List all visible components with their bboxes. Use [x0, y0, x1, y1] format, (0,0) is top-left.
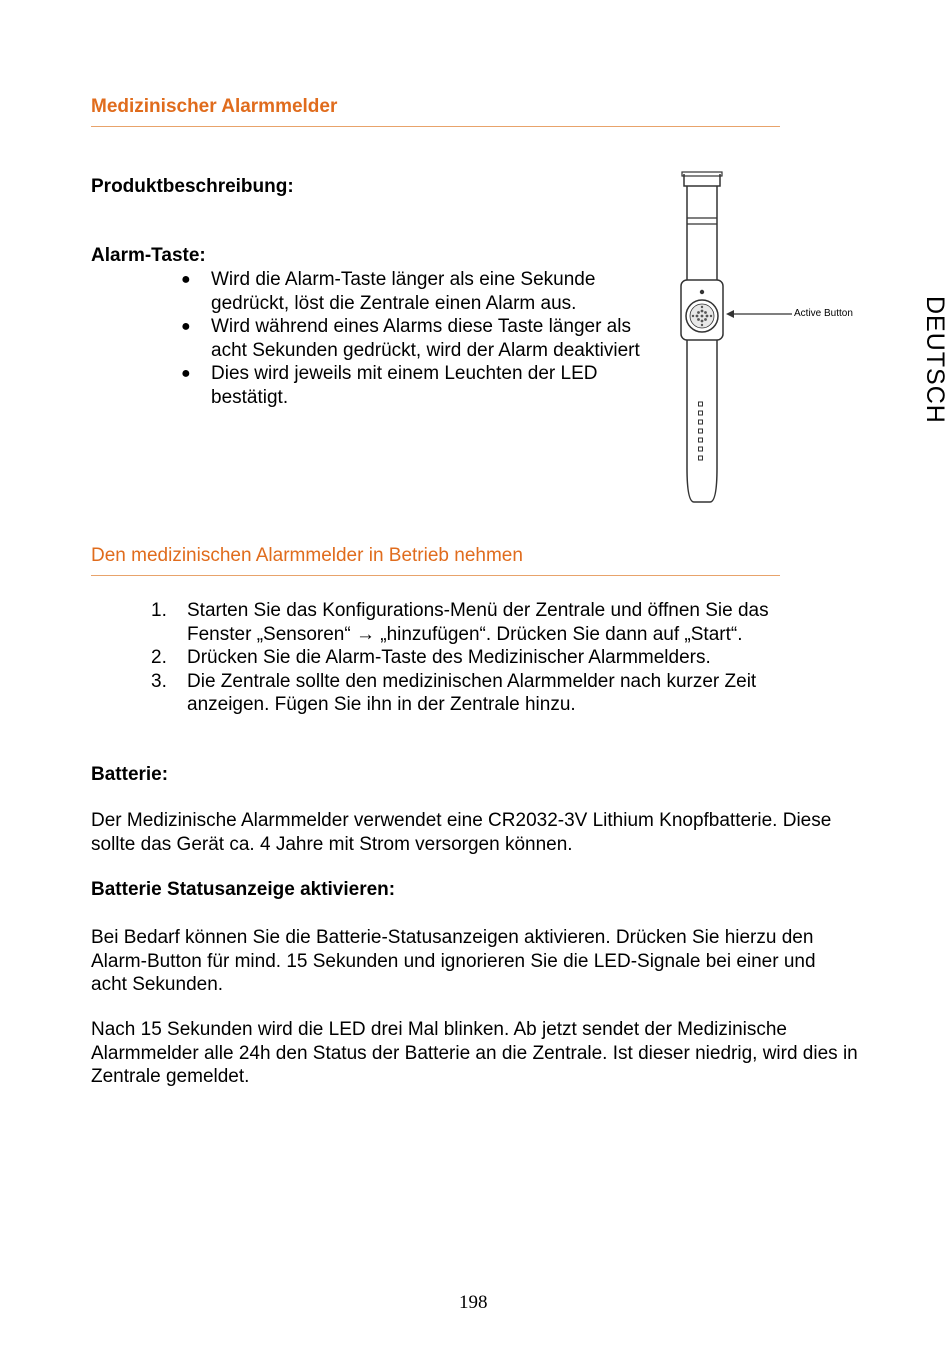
list-item: ● Dies wird jeweils mit einem Leuchten der LED bestätigt. — [181, 363, 598, 408]
active-button-label: Active Button — [794, 308, 853, 319]
battery-status-text-1: Bei Bedarf können Sie die Batterie-Statusanzeigen aktivieren. Drücken Sie hierzu den Alarm-Button für mind. 15 Sekunden und ignorieren Sie die LED-Signale bei einer und acht Sekunden. — [91, 927, 816, 995]
title-rule — [91, 126, 780, 127]
list-item: 3. Die Zentrale sollte den medizinischen Alarmmelder nach kurzer Zeit anzeigen. Fügen Sie ihn in der Zentrale hinzu. — [151, 670, 757, 715]
page-number: 198 — [459, 1292, 488, 1313]
battery-status-text-2: Nach 15 Sekunden wird die LED drei Mal blinken. Ab jetzt sendet der Medizinische Alarmmelder alle 24h den Status der Batterie an die Zentrale. Ist dieser niedrig, wird dies in Zentrale gemeldet. — [91, 1019, 858, 1087]
setup-steps — [151, 599, 827, 717]
alarm-button-list — [181, 268, 671, 409]
setup-title: Den medizinischen Alarmmelder in Betrieb nehmen — [91, 545, 523, 566]
list-item: 1. Starten Sie das Konfigurations-Menü der Zentrale und öffnen Sie das Fenster „Sensoren“ → „hinzufügen“. Drücken Sie dann auf „Start“. — [151, 600, 769, 645]
bullet-icon: ● — [181, 271, 191, 288]
list-item: ● Wird während eines Alarms diese Taste länger als acht Sekunden gedrückt, wird der Alarm deaktiviert — [181, 316, 640, 361]
bullet-icon: ● — [181, 365, 191, 382]
list-item: ● Wird die Alarm-Taste länger als eine Sekunde gedrückt, löst die Zentrale einen Alarm aus. — [181, 269, 596, 314]
alarm-button-heading: Alarm-Taste: — [91, 245, 206, 266]
battery-text: Der Medizinische Alarmmelder verwendet eine CR2032-3V Lithium Knopfbatterie. Diese sollte das Gerät ca. 4 Jahre mit Strom versorgen können. — [91, 810, 832, 855]
battery-status-heading: Batterie Statusanzeige aktivieren: — [91, 879, 396, 900]
bullet-icon: ● — [181, 318, 191, 335]
battery-heading: Batterie: — [91, 764, 169, 785]
list-item: 2. Drücken Sie die Alarm-Taste des Medizinischer Alarmmelders. — [151, 647, 711, 668]
language-tab: DEUTSCH — [921, 296, 949, 424]
watch-figure — [660, 168, 870, 508]
product-heading: Produktbeschreibung: — [91, 176, 294, 197]
page-title: Medizinischer Alarmmelder — [91, 96, 338, 117]
setup-rule — [91, 575, 780, 576]
